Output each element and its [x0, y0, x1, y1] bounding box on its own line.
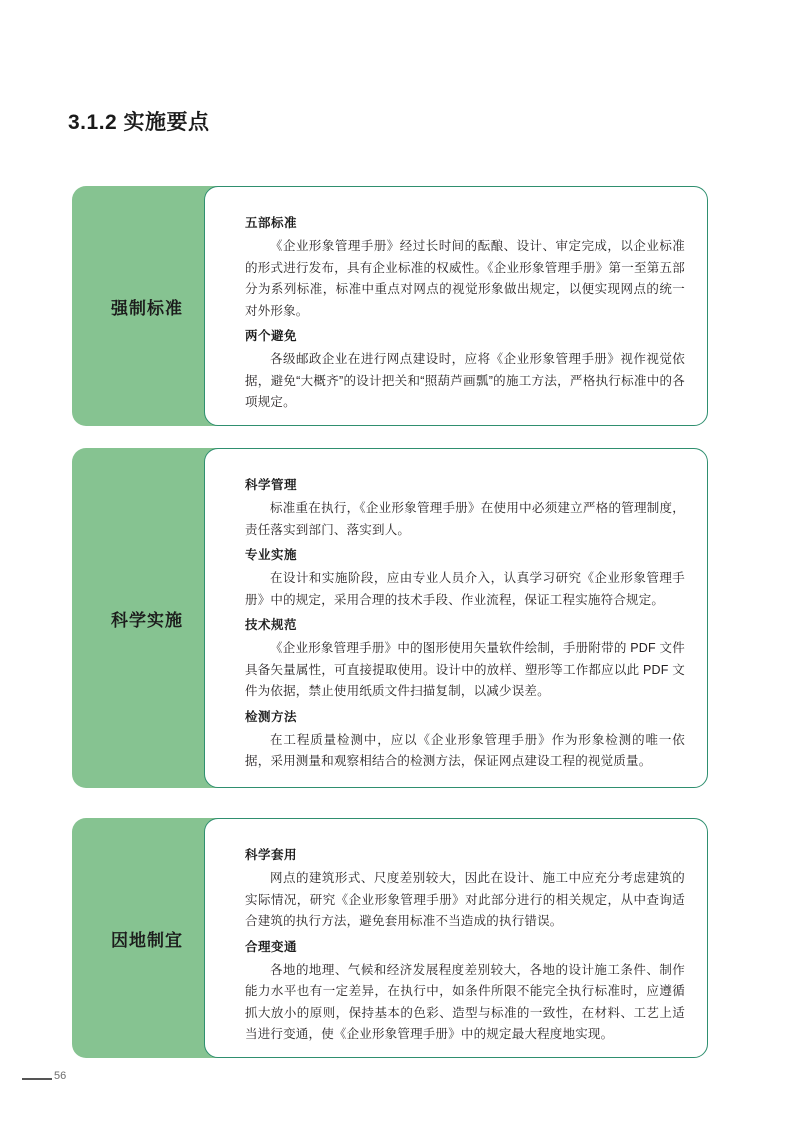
block-text: 在工程质量检测中，应以《企业形象管理手册》作为形象检测的唯一依据，采用测量和观察相结合的检测方法，保证网点建设工程的视觉质量。	[245, 732, 685, 768]
section-block	[72, 186, 708, 426]
block-text: 在设计和实施阶段，应由专业人员介入，认真学习研究《企业形象管理手册》中的规定，采用合理的技术手段、作业流程，保证工程实施符合规定。	[245, 571, 685, 607]
section-content	[204, 818, 708, 1058]
section-tag	[72, 448, 222, 788]
block-text: 标准重在执行，《企业形象管理手册》在使用中必须建立严格的管理制度，责任落实到部门、落实到人。	[245, 501, 685, 537]
footer-divider	[22, 1078, 52, 1080]
block-text: 《企业形象管理手册》经过长时间的酝酿、设计、审定完成，以企业标准的形式进行发布，具有企业标准的权威性。《企业形象管理手册》第一至第五部分为系列标准，标准中重点对网点的视觉形象做出规定，以便实现网点的统一对外形象。	[245, 239, 685, 318]
content-block	[245, 545, 685, 611]
block-text: 各级邮政企业在进行网点建设时，应将《企业形象管理手册》视作视觉依据，避免“大概齐”的设计把关和“照葫芦画瓢”的施工方法，严格执行标准中的各项规定。	[245, 352, 685, 409]
section-tag-label: 因地制宜	[111, 930, 183, 950]
block-title: 专业实施	[245, 548, 298, 562]
block-title: 科学管理	[245, 478, 298, 492]
block-text: 网点的建筑形式、尺度差别较大，因此在设计、施工中应充分考虑建筑的实际情况，研究《企业形象管理手册》对此部分进行的相关规定，从中查询适合建筑的执行方法，避免套用标准不当造成的执行错误。	[245, 871, 685, 928]
section-content	[204, 448, 708, 788]
block-text: 《企业形象管理手册》中的图形使用矢量软件绘制，手册附带的 PDF 文件具备矢量属性，可直接提取使用。设计中的放样、塑形等工作都应以此 PDF 文件为依据，禁止使用纸质文件扫描复制，以减少误差。	[245, 641, 685, 698]
section-tag-label: 科学实施	[111, 610, 183, 630]
block-title: 技术规范	[245, 618, 298, 632]
content-block	[245, 615, 685, 703]
content-block	[245, 213, 685, 322]
section-tag	[72, 818, 222, 1058]
section-block	[72, 448, 708, 788]
content-block	[245, 707, 685, 773]
block-title: 合理变通	[245, 939, 298, 954]
content-block	[245, 475, 685, 541]
content-block	[245, 326, 685, 414]
block-title: 两个避免	[245, 329, 298, 343]
block-text: 各地的地理、气候和经济发展程度差别较大，各地的设计施工条件、制作能力水平也有一定差异，在执行中，如条件所限不能完全执行标准时，应遵循抓大放小的原则，保持基本的色彩、造型与标准的一致性，在材料、工艺上适当进行变通，使《企业形象管理手册》中的规定最大程度地实现。	[245, 962, 685, 1041]
section-block	[72, 818, 708, 1058]
section-content	[204, 186, 708, 426]
block-title: 五部标准	[245, 216, 298, 230]
content-block	[245, 845, 685, 933]
section-tag-label: 强制标准	[111, 298, 183, 318]
block-title: 科学套用	[245, 848, 298, 862]
page-title: 3.1.2 实施要点	[68, 111, 210, 134]
section-tag	[72, 186, 222, 426]
content-block	[245, 937, 685, 1046]
block-title: 检测方法	[245, 709, 298, 724]
page-number: 56	[54, 1070, 67, 1082]
